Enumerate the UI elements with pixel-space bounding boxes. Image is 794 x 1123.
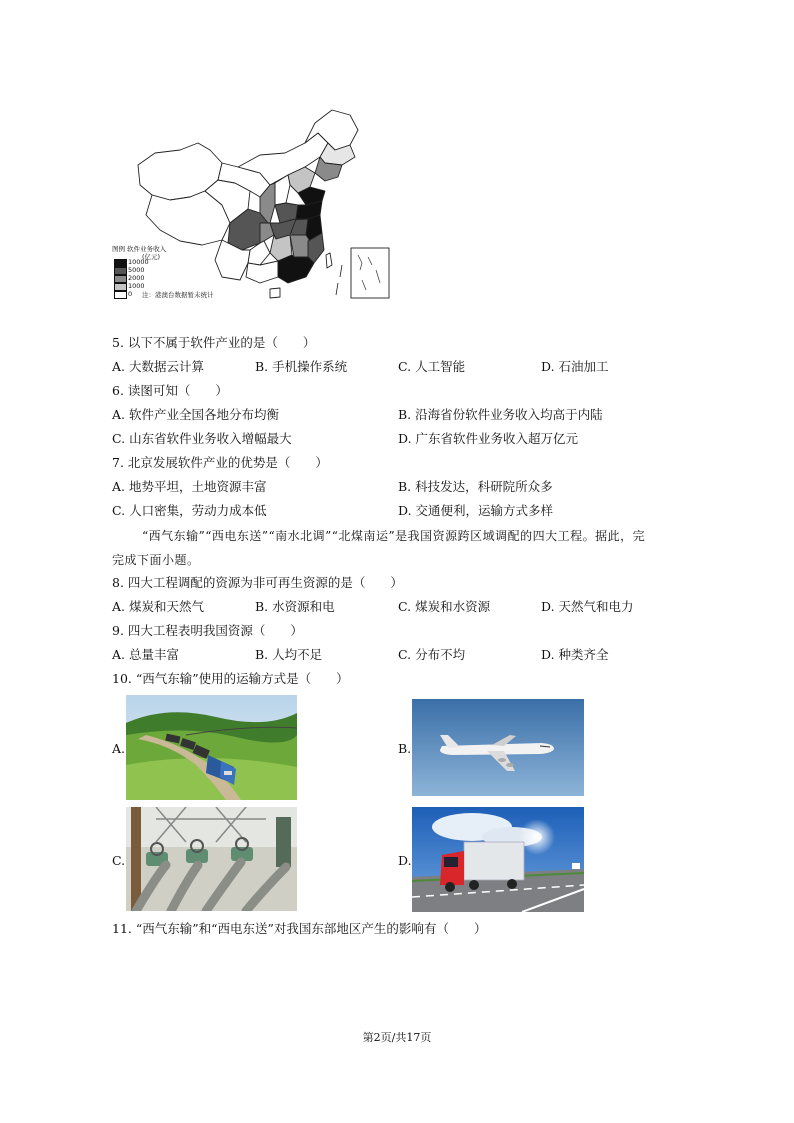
question-number: 7. (112, 455, 124, 470)
q10-option-d-label[interactable]: D. (398, 853, 412, 868)
question-text: 四大工程调配的资源为非可再生资源的是（ ） (127, 575, 403, 590)
q10-option-a-label[interactable]: A. (112, 741, 126, 756)
q6-option-c[interactable]: C. 山东省软件业务收入增幅最大 (112, 431, 292, 446)
q5-option-c[interactable]: C. 人工智能 (398, 359, 466, 374)
legend-level-5: 0 (128, 290, 133, 298)
region-guangxi (246, 261, 278, 283)
region-hainan (270, 288, 280, 298)
q8-option-d[interactable]: D. 天然气和电力 (541, 599, 634, 614)
question-text: 四大工程表明我国资源（ ） (127, 623, 303, 638)
question-number: 11. (112, 921, 132, 936)
question-number: 6. (112, 383, 124, 398)
passage-line-2: 完成下面小题。 (112, 553, 200, 567)
q9-option-c[interactable]: C. 分布不均 (398, 647, 466, 662)
q9-option-d[interactable]: D. 种类齐全 (541, 647, 609, 662)
question-text: “西气东输”和“西电东送”对我国东部地区产生的影响有（ ） (135, 921, 487, 936)
legend-swatch-4 (114, 283, 127, 291)
question-number: 5. (112, 335, 124, 350)
q7-option-d[interactable]: D. 交通便利，运输方式多样 (398, 503, 554, 518)
q6-option-a[interactable]: A. 软件产业全国各地分布均衡 (112, 407, 279, 422)
legend-swatch-2 (114, 267, 127, 275)
q9-option-b[interactable]: B. 人均不足 (255, 647, 323, 662)
region-jiangxi (290, 235, 310, 257)
question-9 (112, 623, 303, 639)
q5-option-d[interactable]: D. 石油加工 (541, 359, 609, 374)
question-text: “西气东输”使用的运输方式是（ ） (135, 671, 349, 686)
question-11 (112, 921, 486, 937)
q6-option-b[interactable]: B. 沿海省份软件业务收入均高于内陆 (398, 407, 603, 422)
question-5 (112, 335, 315, 351)
q5-option-b[interactable]: B. 手机操作系统 (255, 359, 348, 374)
question-7 (112, 455, 328, 471)
question-number: 10. (112, 671, 132, 686)
question-10 (112, 671, 349, 687)
question-number: 8. (112, 575, 124, 590)
q8-option-c[interactable]: C. 煤炭和水资源 (398, 599, 491, 614)
q10-option-b-label[interactable]: B. (398, 741, 412, 756)
q5-option-a[interactable]: A. 大数据云计算 (112, 359, 204, 374)
question-text: 读图可知（ ） (127, 383, 228, 398)
map-legend (112, 244, 222, 304)
passage-line-1: “西气东输”“西电东送”“南水北调”“北煤南运”是我国资源跨区域调配的四大工程。据此，完 (142, 529, 646, 543)
question-text: 北京发展软件产业的优势是（ ） (127, 455, 328, 470)
q6-option-d[interactable]: D. 广东省软件业务收入超万亿元 (398, 431, 579, 446)
legend-swatch-1 (114, 259, 127, 267)
page-number: 第2页/共17页 (362, 1031, 432, 1044)
legend-level-3: 2000 (128, 274, 145, 282)
truck-photo[interactable] (412, 807, 584, 912)
legend-title: 图例 软件业务收入 (112, 245, 167, 253)
legend-level-1: 10000 (128, 258, 149, 266)
question-number: 9. (112, 623, 124, 638)
legend-level-4: 1000 (128, 282, 145, 290)
q7-option-c[interactable]: C. 人口密集，劳动力成本低 (112, 503, 267, 518)
question-text: 以下不属于软件产业的是（ ） (127, 335, 316, 350)
q9-option-a[interactable]: A. 总量丰富 (112, 647, 179, 662)
region-taiwan (326, 253, 332, 268)
legend-swatch-3 (114, 275, 127, 283)
legend-unit: (亿元) (142, 253, 161, 261)
q7-option-a[interactable]: A. 地势平坦，土地资源丰富 (112, 479, 267, 494)
q7-option-b[interactable]: B. 科技发达，科研院所众多 (398, 479, 553, 494)
q10-option-c-label[interactable]: C. (112, 853, 126, 868)
region-guangdong (278, 255, 314, 283)
legend-level-2: 5000 (128, 266, 145, 274)
q8-option-a[interactable]: A. 煤炭和天然气 (112, 599, 204, 614)
legend-swatch-5 (114, 291, 127, 299)
question-8 (112, 575, 403, 591)
q8-option-b[interactable]: B. 水资源和电 (255, 599, 335, 614)
legend-note: 注：港澳台数据暂未统计 (142, 291, 214, 299)
airplane-photo[interactable] (412, 699, 584, 796)
pipeline-photo[interactable] (126, 807, 297, 911)
south-china-sea-inset (351, 248, 389, 298)
question-6 (112, 383, 228, 399)
train-photo[interactable] (126, 695, 297, 800)
